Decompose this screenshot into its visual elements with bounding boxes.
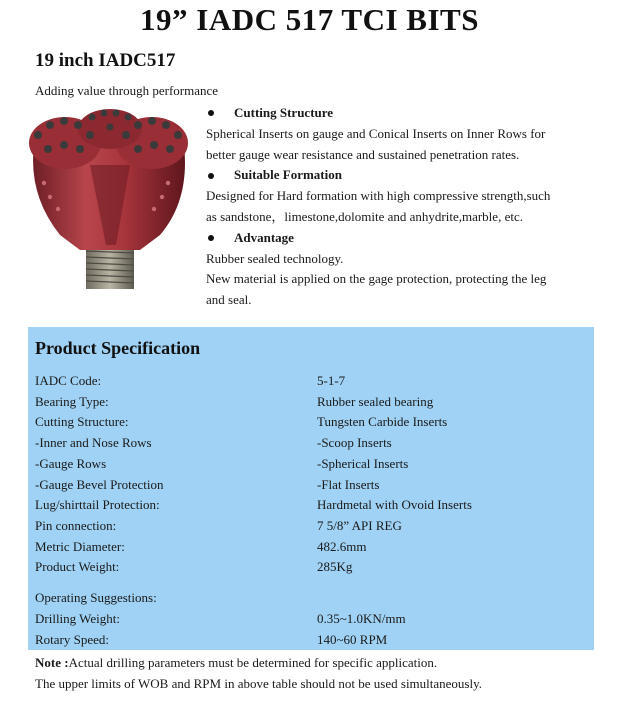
feature-text: and seal.	[206, 292, 252, 308]
bullet-icon	[208, 235, 214, 241]
page-title: 19” IADC 517 TCI BITS	[140, 2, 479, 37]
spec-row: Drilling Weight: 0.35~1.0KN/mm	[35, 611, 406, 626]
product-subtitle: 19 inch IADC517	[35, 50, 176, 71]
bullet-icon	[208, 173, 214, 179]
spec-row: IADC Code: 5-1-7	[35, 373, 346, 388]
note	[35, 652, 482, 694]
spec-title: Product Specification	[35, 338, 201, 358]
feature-heading: Advantage	[206, 228, 586, 249]
bullet-icon	[208, 110, 214, 116]
feature-text: Rubber sealed technology.	[206, 250, 344, 266]
feature-text: as sandstone，limestone,dolomite and anhydrite,marble, etc.	[206, 208, 523, 224]
spec-row: -Inner and Nose Rows -Scoop Inserts	[35, 435, 392, 451]
spec-row: Metric Diameter: 482.6mm	[35, 538, 367, 554]
feature-list	[206, 103, 586, 311]
feature-heading: Suitable Formation	[206, 165, 586, 186]
feature-text: Designed for Hard formation with high compressive strength,such	[206, 188, 551, 204]
feature-text: Spherical Inserts on gauge and Conical Inserts on Inner Rows for	[206, 125, 546, 141]
spec-row: Bearing Type: Rubber sealed bearing	[35, 393, 434, 409]
spec-row: Cutting Structure: Tungsten Carbide Inserts	[35, 414, 448, 430]
feature-text: better gauge wear resistance and sustained penetration rates.	[206, 146, 520, 162]
operating-heading: Operating Suggestions:	[35, 590, 157, 605]
note-line: Note :Actual drilling parameters must be determined for specific application.	[35, 655, 438, 670]
spec-row: -Gauge Bevel Protection -Flat Inserts	[35, 476, 380, 492]
drill-bit-icon	[20, 105, 196, 290]
spec-row: -Gauge Rows -Spherical Inserts	[35, 455, 409, 471]
feature-heading: Cutting Structure	[206, 103, 586, 124]
note-line: The upper limits of WOB and RPM in above table should not be used simultaneously.	[35, 676, 483, 691]
note-label: Note :	[35, 655, 69, 670]
spec-row: Lug/shirttail Protection: Hardmetal with Ovoid Inserts	[35, 497, 472, 513]
spec-panel	[28, 327, 594, 650]
feature-text: New material is applied on the gage protection, protecting the leg	[206, 271, 547, 287]
spec-row: Rotary Speed: 140~60 RPM	[35, 632, 388, 647]
spec-row: Pin connection: 7 5/8” API REG	[35, 517, 402, 533]
tagline: Adding value through performance	[35, 83, 219, 98]
spec-row: Product Weight: 285Kg	[35, 559, 353, 575]
